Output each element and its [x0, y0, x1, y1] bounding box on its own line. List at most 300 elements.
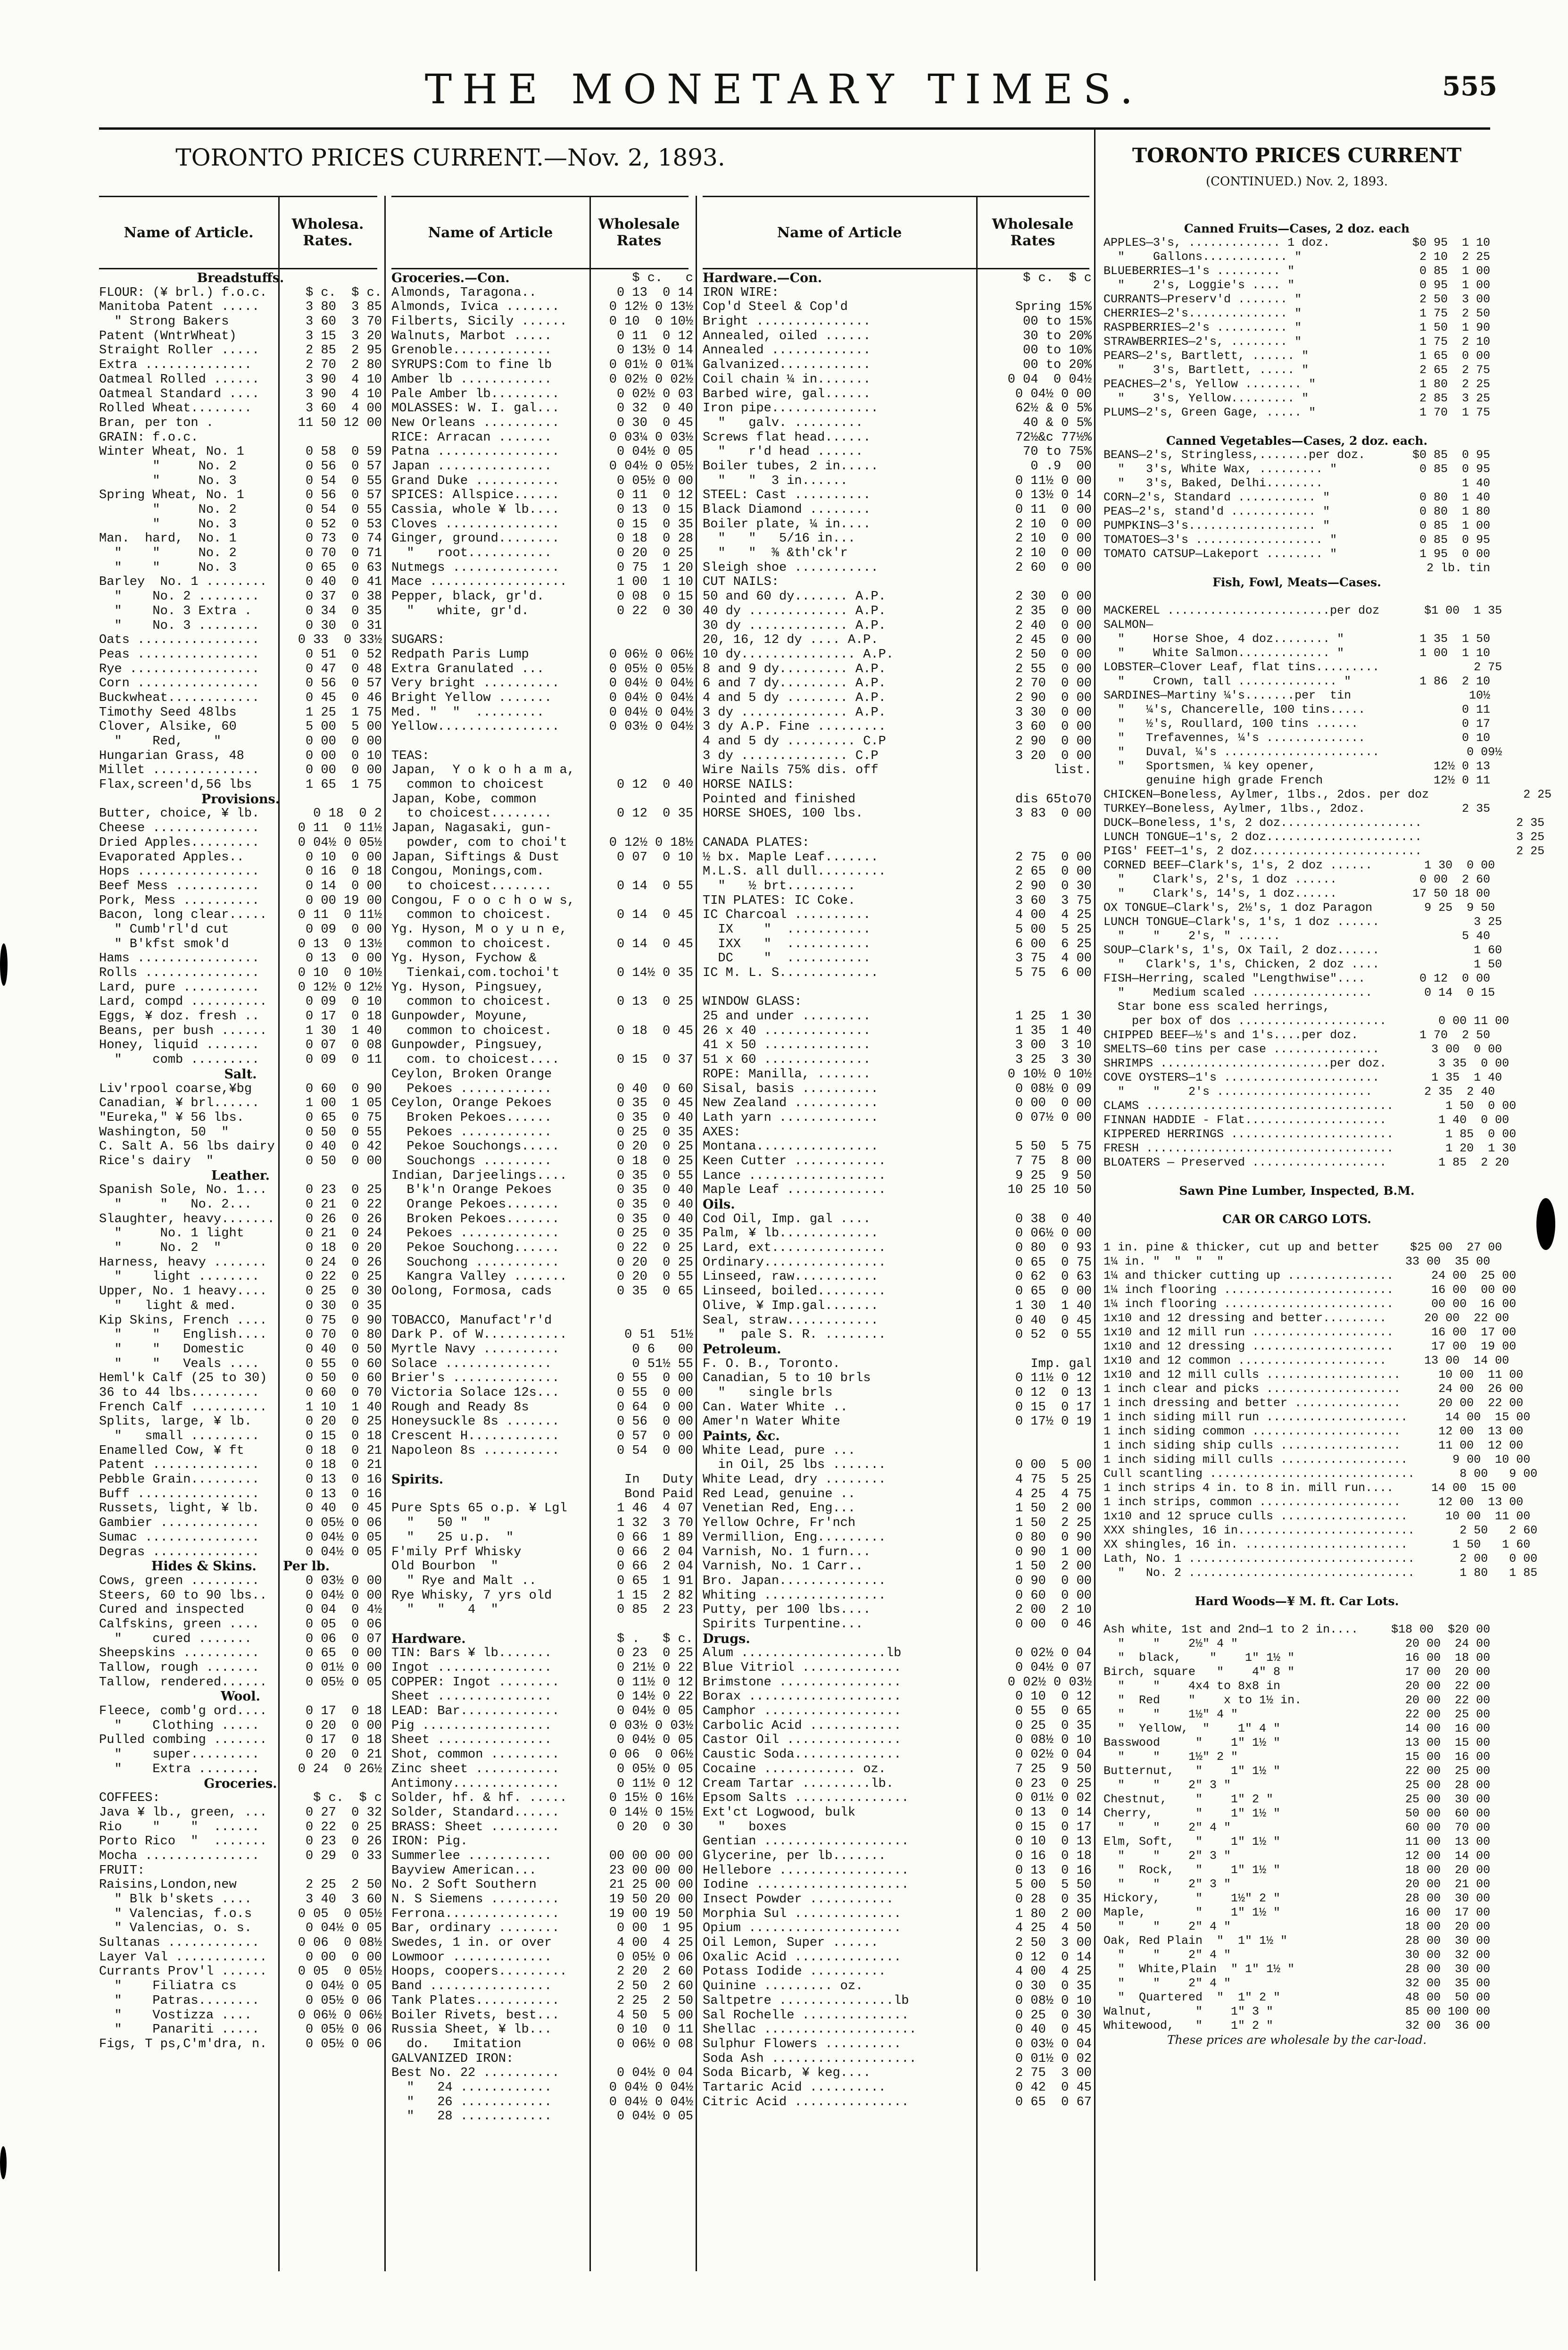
- price-row: [391, 1183, 693, 1198]
- article-name: [391, 1617, 592, 1632]
- price-value: [592, 1458, 693, 1473]
- price-value: 0 07½ 0 00: [1015, 1110, 1092, 1125]
- price-row: [391, 1646, 693, 1661]
- price-value: 0 20 0 00: [305, 1718, 382, 1733]
- article-name: Japan, Nagasaki, gun-: [391, 821, 552, 836]
- article-name: Amer'n Water White: [703, 1415, 840, 1429]
- price-value: $ . $ c.: [616, 1632, 693, 1646]
- price-row: [99, 1284, 382, 1299]
- price-value: 32 00 36 00: [1405, 2019, 1490, 2033]
- article-name: 4 and 5 dy ........ A.P.: [703, 691, 886, 705]
- price-row: [703, 1892, 1092, 1907]
- article-name: SALMON—: [1103, 618, 1153, 632]
- article-name: Timothy Seed 48lbs: [99, 705, 237, 720]
- price-row: [99, 1082, 382, 1097]
- price-value: 1 00 1 10: [616, 575, 693, 590]
- price-value: 0 40 0 50: [305, 1342, 382, 1357]
- article-name: Japan ...............: [391, 459, 552, 474]
- article-name: Oil Lemon, Super ......: [703, 1936, 879, 1950]
- price-value: 0 15 0 37: [616, 1053, 693, 1067]
- article-name: to choicest........: [391, 879, 552, 893]
- price-value: 3 60 0 00: [1015, 720, 1092, 734]
- price-row: [703, 1748, 1092, 1762]
- price-row: [99, 1342, 382, 1357]
- price-row: [703, 1082, 1092, 1097]
- price-value: 5 75 6 00: [1015, 966, 1092, 980]
- price-row: [1103, 1439, 1524, 1453]
- article-name: Ash white, 1st and 2nd—1 to 2 in....: [1103, 1623, 1359, 1636]
- price-row: [391, 1342, 693, 1357]
- price-value: 2 lb. tin: [1426, 561, 1490, 575]
- article-name: Ceylon, Broken Orange: [391, 1067, 552, 1082]
- price-row: [1103, 1991, 1490, 2005]
- article-name: Hardware.—Con.: [703, 271, 822, 285]
- price-row: [391, 1111, 693, 1125]
- price-row: [99, 1328, 382, 1342]
- section-heading-text: Hides & Skins. Per lb.: [151, 1559, 330, 1574]
- price-value: 0 66 1 89: [616, 1530, 693, 1545]
- article-name: Almonds, Ivica .......: [391, 300, 560, 315]
- price-value: 0 13 0 25: [616, 995, 693, 1009]
- article-name: " " 2's ......................: [1103, 1085, 1373, 1099]
- price-row: [703, 1501, 1092, 1516]
- article-name: FLOUR: (¥ brl.) f.o.c.: [99, 285, 267, 300]
- price-row: [99, 1212, 382, 1227]
- article-name: Wire Nails 75% dis. off: [703, 763, 879, 778]
- article-name: Sal Rochelle ..............: [703, 2008, 909, 2023]
- price-row: [703, 1284, 1092, 1299]
- price-value: 0 15 0 18: [305, 1429, 382, 1443]
- price-value: 24 00 25 00: [1431, 1269, 1517, 1283]
- price-row: [99, 879, 382, 894]
- article-name: Honeysuckle 8s .......: [391, 1415, 560, 1429]
- price-value: 17 00 19 00: [1431, 1340, 1517, 1353]
- section-heading-text: Groceries.: [204, 1776, 277, 1791]
- price-row: [703, 1226, 1092, 1241]
- price-row: [1103, 1920, 1490, 1934]
- price-row: [703, 488, 1092, 503]
- price-value: 0 00 0 10: [305, 749, 382, 763]
- price-value: 0 42 0 45: [1015, 2080, 1092, 2095]
- price-value: 0 85 1 00: [1419, 264, 1490, 278]
- page-number: 555: [1442, 71, 1497, 102]
- price-value: [592, 1834, 693, 1849]
- price-row: [703, 445, 1092, 459]
- price-row: [1103, 236, 1490, 250]
- price-row: [391, 503, 693, 517]
- article-name: " No. 3: [99, 517, 237, 532]
- price-value: $ c. $ c: [313, 1791, 382, 1806]
- column-2: [391, 271, 693, 2124]
- article-name: Bran, per ton .: [99, 416, 214, 430]
- price-row: [99, 865, 382, 879]
- price-value: 17 00 20 00: [1405, 1665, 1490, 1679]
- section-heading-text: Canned Fruits—Cases, 2 doz. each: [1184, 222, 1410, 235]
- price-value: 0 04½ 0 05: [305, 1530, 382, 1545]
- price-row: [99, 1806, 382, 1820]
- article-name: " r'd head ......: [703, 445, 863, 459]
- price-row: [391, 1545, 693, 1560]
- article-name: Iron pipe..............: [703, 401, 879, 416]
- article-name: 1 inch dressing and better ...............: [1103, 1396, 1401, 1410]
- article-name: COVE OYSTERS—1's ......................: [1103, 1071, 1380, 1084]
- price-value: 1 00 1 10: [1419, 646, 1490, 660]
- price-row: [703, 1907, 1092, 1922]
- article-name: " ½'s, Roullard, 100 tins ......: [1103, 717, 1359, 731]
- price-row: [391, 1154, 693, 1169]
- price-value: 33 00 35 00: [1405, 1255, 1490, 1268]
- price-row: [391, 546, 693, 561]
- price-row: [703, 315, 1092, 329]
- price-value: 2 40 0 00: [1015, 618, 1092, 633]
- price-row: [99, 1921, 382, 1936]
- price-value: [592, 923, 693, 937]
- article-name: Splits, large, ¥ lb.: [99, 1415, 252, 1429]
- article-name: Hungarian Grass, 48: [99, 749, 244, 763]
- price-value: 0 04½ 0 05½: [298, 835, 382, 850]
- price-value: [979, 575, 1092, 590]
- price-row: [99, 1183, 382, 1198]
- price-row: [1103, 731, 1490, 745]
- price-row: [391, 1574, 693, 1589]
- price-value: 20 00 21 00: [1405, 1877, 1490, 1891]
- article-name: Black Diamond ........: [703, 503, 871, 517]
- article-name: IC M. L. S.............: [703, 966, 879, 980]
- price-value: Bond Paid: [624, 1487, 693, 1501]
- price-value: 3 60 3 70: [305, 315, 382, 329]
- price-row: [391, 734, 693, 749]
- price-value: 0 75 0 90: [305, 1313, 382, 1328]
- price-row: [391, 1661, 693, 1675]
- price-row: [99, 850, 382, 865]
- price-row: [1103, 1948, 1490, 1962]
- article-name: Pig .................: [391, 1718, 552, 1733]
- price-value: 0 23 0 26: [305, 1834, 382, 1849]
- article-name: Oats ................: [99, 633, 260, 648]
- price-value: 50 00 60 00: [1405, 1807, 1490, 1820]
- price-value: 0 22 0 25: [616, 1241, 693, 1256]
- price-value: 0 50 0 55: [305, 1125, 382, 1140]
- price-value: 0 01½ 0 02: [1015, 1791, 1092, 1806]
- article-name: Sleigh shoe ...........: [703, 560, 879, 575]
- price-row: [391, 1589, 693, 1603]
- article-name: STEEL: Cast ..........: [703, 488, 871, 503]
- article-name: MACKEREL .......................per doz: [1103, 604, 1380, 617]
- price-row: [1103, 1099, 1517, 1113]
- article-name: " Duval, ¼'s ......................: [1103, 745, 1380, 759]
- price-row: [99, 1719, 382, 1733]
- price-row: [99, 1198, 382, 1212]
- price-row: [391, 1009, 693, 1024]
- article-name: Old Bourbon ": [391, 1559, 498, 1574]
- article-name: Quinine ......... oz.: [703, 1979, 863, 1994]
- price-value: [592, 619, 693, 633]
- price-value: 00 00 00 00: [609, 1849, 693, 1863]
- price-row: [391, 1328, 693, 1342]
- price-value: 00 to 15%: [1023, 315, 1092, 329]
- price-row: [1103, 802, 1490, 816]
- price-row: [703, 546, 1092, 561]
- price-value: 0 04 0 04½: [1007, 372, 1092, 387]
- price-value: 0 18 0 2: [313, 807, 382, 821]
- price-value: 22 00 25 00: [1405, 1708, 1490, 1721]
- price-value: [592, 821, 693, 836]
- price-row: [99, 1226, 382, 1241]
- article-name: " 3's, Bartlett, ..... ": [1103, 363, 1309, 377]
- price-value: 10 25 10 50: [1007, 1183, 1092, 1198]
- article-name: Sulphur Flowers ..........: [703, 2037, 902, 2051]
- price-row: [1103, 1057, 1510, 1071]
- price-row: [99, 706, 382, 720]
- price-row: [1103, 1608, 1490, 1623]
- section-heading: [99, 792, 382, 807]
- article-name: Manitoba Patent .....: [99, 300, 260, 315]
- price-value: 0 09 0 10: [305, 995, 382, 1009]
- price-value: 12½ 0 13: [1433, 759, 1490, 773]
- article-name: Buckwheat............: [99, 691, 260, 705]
- article-name: 1 inch clear and picks ...................: [1103, 1382, 1401, 1396]
- price-row: [703, 1646, 1092, 1661]
- article-name: Redpath Paris Lump: [391, 647, 529, 662]
- price-value: 30 to 20%: [1023, 329, 1092, 343]
- price-row: [1103, 1693, 1490, 1708]
- article-name: 40 dy ............. A.P.: [703, 604, 886, 618]
- article-name: Lance ..................: [703, 1168, 886, 1183]
- price-row: [99, 590, 382, 604]
- price-row: [99, 1053, 382, 1067]
- article-name: " boxes: [703, 1820, 787, 1834]
- price-value: 0 80 1 80: [1419, 505, 1490, 518]
- price-value: 0 25 0 30: [305, 1284, 382, 1299]
- article-name: " " 5/16 in...: [703, 532, 856, 546]
- article-name: Clover, Alsike, 60: [99, 720, 237, 734]
- article-name: Crescent H............: [391, 1429, 560, 1443]
- article-name: LUNCH TONGUE—1's, 2 doz......................: [1103, 830, 1422, 844]
- masthead: [0, 57, 1568, 127]
- price-row: [99, 1487, 382, 1502]
- price-row: [391, 2109, 693, 2124]
- article-name: XXX shingles, 16 in.........................: [1103, 1524, 1415, 1537]
- article-name: Extra Granulated ...: [391, 662, 545, 676]
- price-value: 0 60 0 90: [305, 1082, 382, 1096]
- article-name: " Rye and Malt ..: [391, 1574, 537, 1588]
- price-row: [1103, 618, 1490, 632]
- article-name: Cloves ...............: [391, 517, 560, 532]
- price-value: 1 50 2 00: [1015, 1559, 1092, 1574]
- price-row: [1103, 1552, 1538, 1566]
- price-row: [391, 445, 693, 459]
- article-name: CORN—2's, Standard ........... ": [1103, 491, 1330, 504]
- price-row: [99, 1270, 382, 1284]
- price-value: 12 00 13 00: [1438, 1495, 1524, 1509]
- price-value: 3 90 4 10: [305, 387, 382, 401]
- article-name: B'k'n Orange Pekoes: [391, 1183, 552, 1198]
- price-row: [99, 1125, 382, 1140]
- article-name: to choicest........: [391, 807, 552, 821]
- price-row: [391, 1096, 693, 1111]
- article-name: IRON WIRE:: [703, 285, 780, 300]
- article-name: " " 3 in......: [703, 474, 848, 488]
- col2-rate-head: Wholesale Rates: [589, 196, 689, 269]
- article-name: Yellow Ochre, Fr'nch: [703, 1516, 856, 1531]
- price-value: 0 16 0 18: [1015, 1849, 1092, 1863]
- price-value: 10 00 11 00: [1438, 1368, 1524, 1382]
- article-name: Ceylon, Orange Pekoes: [391, 1096, 552, 1111]
- price-value: 19 00 19 50: [609, 1907, 693, 1921]
- price-value: 0 04½ 0 04½: [609, 691, 693, 705]
- price-row: [1103, 604, 1502, 618]
- price-value: 16 00 17 00: [1405, 1906, 1490, 1919]
- section-heading-text: Sawn Pine Lumber, Inspected, B.M.: [1179, 1184, 1415, 1198]
- price-value: 0 60 0 70: [305, 1385, 382, 1400]
- article-name: Yg. Hyson, Pingsuey,: [391, 980, 545, 995]
- price-value: 0 00 0 00: [305, 734, 382, 749]
- price-value: 0 40 0 60: [616, 1082, 693, 1096]
- article-name: " Filiatra cs: [99, 1979, 237, 1994]
- article-name: LOBSTER—Clover Leaf, flat tins.........: [1103, 660, 1380, 674]
- article-name: Basswood " 1" 1½ ": [1103, 1736, 1281, 1750]
- article-name: Bright ...............: [703, 315, 871, 329]
- section-heading: [99, 1690, 382, 1704]
- price-value: 0 85 0 95: [1419, 533, 1490, 547]
- price-value: 10 00 11 00: [1445, 1509, 1531, 1523]
- article-name: Groceries.—Con.: [391, 271, 510, 285]
- article-name: BLOATERS — Preserved ...................: [1103, 1156, 1387, 1169]
- price-value: 2 90 0 30: [1015, 879, 1092, 893]
- price-row: [1103, 1354, 1510, 1368]
- price-row: [99, 1024, 382, 1039]
- article-name: Oatmeal Rolled ......: [99, 372, 260, 387]
- article-name: Layer Val ............: [99, 1950, 267, 1965]
- price-value: [592, 2052, 693, 2067]
- price-value: 0 22 0 25: [305, 1270, 382, 1284]
- price-row: [1103, 1425, 1524, 1439]
- price-value: 0 00 0 46: [1015, 1617, 1092, 1632]
- price-value: 0 15 0 17: [1015, 1820, 1092, 1834]
- price-value: 0 04½ 0 04½: [609, 2080, 693, 2095]
- price-value: 0 56 0 57: [305, 488, 382, 503]
- article-name: SYRUPS:Com to fine lb: [391, 358, 552, 373]
- article-name: Barley No. 1 ........: [99, 575, 267, 590]
- column-1: [99, 271, 382, 2052]
- price-value: 0 58 0 59: [305, 445, 382, 459]
- price-row: [391, 1704, 693, 1719]
- price-value: 3 80 3 85: [305, 300, 382, 315]
- article-name: Pure Spts 65 o.p. ¥ Lgl: [391, 1501, 567, 1516]
- price-row: [99, 619, 382, 633]
- article-name: " " 2" 4 ": [1103, 1821, 1231, 1834]
- price-row: [703, 1183, 1092, 1198]
- price-row: [99, 416, 382, 431]
- article-name: Degras ..............: [99, 1545, 260, 1559]
- right-column: [1103, 222, 1552, 2047]
- price-row: [391, 1690, 693, 1704]
- price-value: 0 04½ 0 04½: [609, 705, 693, 720]
- article-name: Pekoe Souchong......: [391, 1241, 560, 1256]
- price-row: [99, 604, 382, 619]
- article-name: Straight Roller .....: [99, 343, 260, 358]
- article-name: Rough and Ready 8s: [391, 1400, 529, 1415]
- article-name: " White Salmon............. ": [1103, 646, 1344, 660]
- price-row: [1103, 1014, 1510, 1028]
- price-row: [99, 1994, 382, 2008]
- price-row: [703, 966, 1092, 981]
- price-row: [703, 1719, 1092, 1733]
- price-value: [281, 1864, 382, 1878]
- article-name: in Oil, 25 lbs .......: [703, 1458, 886, 1473]
- price-value: 0 00 19 00: [305, 893, 382, 908]
- article-name: Souchongs .........: [391, 1154, 552, 1168]
- price-value: 0 35 0 55: [616, 1168, 693, 1183]
- price-row: [99, 981, 382, 995]
- article-name: Annealed .............: [703, 343, 871, 358]
- price-value: 0 20 0 25: [616, 546, 693, 561]
- section-heading: [99, 1067, 382, 1082]
- price-value: 0 01½ 0 01¾: [609, 358, 693, 373]
- price-row: [99, 1762, 382, 1777]
- article-name: Oils.: [703, 1197, 735, 1212]
- price-row: [703, 720, 1092, 734]
- price-value: [1368, 1580, 1490, 1594]
- price-row: [391, 1675, 693, 1690]
- price-row: [703, 1198, 1092, 1212]
- article-name: Sheet ...............: [391, 1690, 552, 1704]
- article-name: Sheepskins ..........: [99, 1646, 260, 1661]
- price-row: [703, 286, 1092, 300]
- price-row: [99, 691, 382, 706]
- article-name: Camphor ..................: [703, 1704, 902, 1719]
- price-row: [703, 1009, 1092, 1024]
- article-name: 1 in. pine & thicker, cut up and better: [1103, 1241, 1380, 1254]
- price-row: [703, 1429, 1092, 1444]
- price-value: 0 03½ 0 00: [305, 1574, 382, 1588]
- article-name: Fleece, comb'g ord....: [99, 1704, 267, 1719]
- article-name: Walnut, " 1" 3 ": [1103, 2005, 1274, 2018]
- price-row: [391, 850, 693, 865]
- article-name: Hardware.: [391, 1631, 466, 1646]
- col1-name-head: Name of Article.: [99, 196, 278, 269]
- price-row: [99, 532, 382, 546]
- article-name: Vermillion, Eng.........: [703, 1530, 886, 1545]
- price-value: 7 75 8 00: [1015, 1154, 1092, 1168]
- article-name: " 3's, Baked, Delhi........: [1103, 476, 1323, 490]
- price-value: 1 20 1 30: [1445, 1142, 1517, 1155]
- price-value: 2 65 2 75: [1419, 363, 1490, 377]
- price-row: [703, 474, 1092, 489]
- article-name: Swedes, 1 in. or over: [391, 1936, 552, 1950]
- price-row: [99, 561, 382, 575]
- article-name: Whiting ................: [703, 1588, 886, 1603]
- price-value: 2 25 2 50: [616, 1993, 693, 2008]
- article-name: Tallow, rendered......: [99, 1675, 267, 1690]
- article-name: Antimony..............: [391, 1776, 560, 1791]
- price-value: 0 35 0 40: [616, 1198, 693, 1212]
- price-row: [703, 1878, 1092, 1892]
- price-value: 0 60 0 00: [1015, 1588, 1092, 1603]
- price-value: 0 35 0 40: [616, 1212, 693, 1226]
- price-row: [391, 488, 693, 503]
- price-row: [703, 706, 1092, 720]
- price-value: 0 75 1 20: [616, 560, 693, 575]
- price-value: 0 11: [1461, 703, 1490, 717]
- price-row: [1103, 1042, 1502, 1057]
- article-name: Flax,screen'd,56 lbs: [99, 778, 252, 792]
- article-name: Souchong ...........: [391, 1255, 560, 1270]
- price-row: [99, 387, 382, 402]
- price-row: [99, 1589, 382, 1603]
- price-value: 0 04½ 0 05½: [609, 459, 693, 474]
- price-row: [391, 590, 693, 604]
